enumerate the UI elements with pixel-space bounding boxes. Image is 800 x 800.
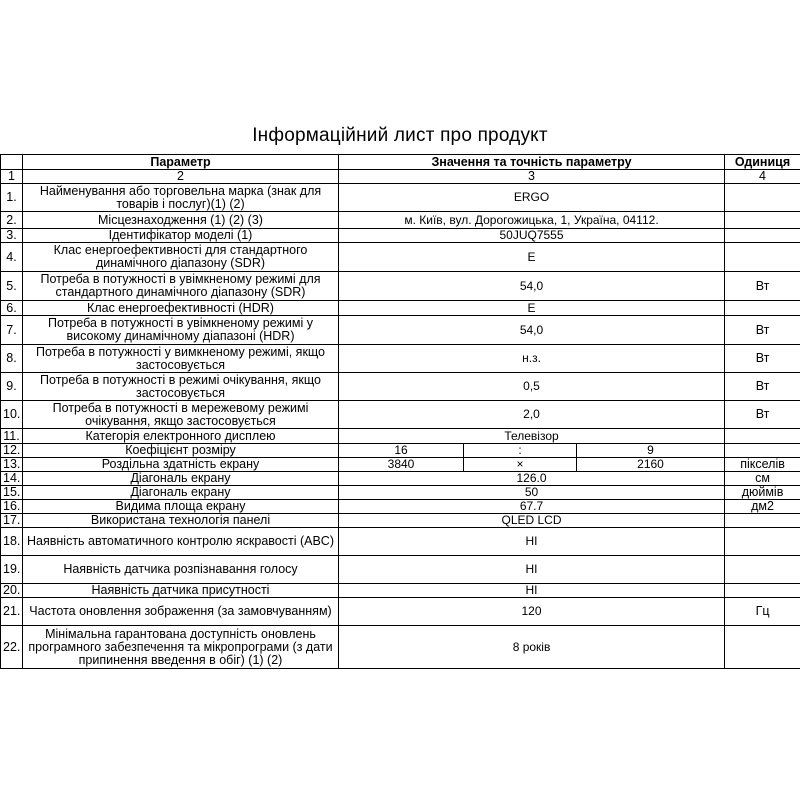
row-unit: Гц	[725, 598, 800, 626]
table-row	[1, 229, 800, 243]
row-value: м. Київ, вул. Дорогожицька, 1, Україна, 04112.	[339, 212, 725, 229]
row-parameter: Потреба в потужності у вимкненому режимі, якщо застосовується	[23, 345, 339, 373]
row-unit: Вт	[725, 401, 800, 429]
row-unit: Вт	[725, 316, 800, 345]
table-row	[1, 184, 800, 212]
row-number: 18.	[1, 528, 23, 556]
table-row	[1, 345, 800, 373]
row-value-part: :	[464, 444, 577, 458]
table-row	[1, 444, 800, 458]
row-value: НІ	[339, 584, 725, 598]
row-parameter: Коефіцієнт розміру	[23, 444, 339, 458]
row-unit: Вт	[725, 373, 800, 401]
row-number: 10.	[1, 401, 23, 429]
row-value: QLED LCD	[339, 514, 725, 528]
row-parameter: Найменування або торговельна марка (знак для товарів і послуг)(1) (2)	[23, 184, 339, 212]
row-parameter: Клас енергоефективності для стандартного динамічного діапазону (SDR)	[23, 243, 339, 272]
row-value: 120	[339, 598, 725, 626]
row-number: 7.	[1, 316, 23, 345]
header-row	[1, 155, 800, 170]
header-unit: Одиниця	[725, 155, 800, 170]
colnum-3: 3	[339, 170, 725, 184]
row-parameter: Діагональ екрану	[23, 472, 339, 486]
row-value: E	[339, 301, 725, 316]
row-value: 126.0	[339, 472, 725, 486]
row-unit: Вт	[725, 272, 800, 301]
row-number: 3.	[1, 229, 23, 243]
row-value: 67.7	[339, 500, 725, 514]
row-value: 54,0	[339, 272, 725, 301]
row-unit	[725, 243, 800, 272]
row-value: ERGO	[339, 184, 725, 212]
table-row	[1, 373, 800, 401]
row-unit: пікселів	[725, 458, 800, 472]
row-number: 13.	[1, 458, 23, 472]
row-parameter: Наявність датчика розпізнавання голосу	[23, 556, 339, 584]
row-value-part: 2160	[577, 458, 725, 472]
table-row	[1, 401, 800, 429]
header-value: Значення та точність параметру	[339, 155, 725, 170]
row-value-part: 16	[339, 444, 464, 458]
row-unit: дюймів	[725, 486, 800, 500]
row-value-part: 3840	[339, 458, 464, 472]
row-parameter: Потреба в потужності в увімкненому режимі у високому динамічному діапазоні (HDR)	[23, 316, 339, 345]
header-param: Параметр	[23, 155, 339, 170]
table-row	[1, 212, 800, 229]
row-number: 12.	[1, 444, 23, 458]
row-number: 14.	[1, 472, 23, 486]
table-row	[1, 584, 800, 598]
row-value: 50JUQ7555	[339, 229, 725, 243]
table-row	[1, 472, 800, 486]
row-value: E	[339, 243, 725, 272]
row-unit	[725, 301, 800, 316]
table-row	[1, 429, 800, 444]
table-row	[1, 458, 800, 472]
product-info-table	[0, 154, 800, 669]
table-row	[1, 301, 800, 316]
row-parameter: Використана технологія панелі	[23, 514, 339, 528]
row-parameter: Ідентифікатор моделі (1)	[23, 229, 339, 243]
row-number: 2.	[1, 212, 23, 229]
row-unit	[725, 444, 800, 458]
row-number: 9.	[1, 373, 23, 401]
table-row	[1, 514, 800, 528]
table-row	[1, 243, 800, 272]
row-unit	[725, 184, 800, 212]
table-row	[1, 598, 800, 626]
row-unit	[725, 212, 800, 229]
row-number: 17.	[1, 514, 23, 528]
colnum-4: 4	[725, 170, 800, 184]
row-number: 8.	[1, 345, 23, 373]
row-value: 54,0	[339, 316, 725, 345]
row-value: 8 років	[339, 626, 725, 669]
table-row	[1, 316, 800, 345]
row-parameter: Роздільна здатність екрану	[23, 458, 339, 472]
row-value: н.з.	[339, 345, 725, 373]
row-parameter: Наявність автоматичного контролю яскравості (ABC)	[23, 528, 339, 556]
row-parameter: Потреба в потужності в увімкненому режимі для стандартного динамічного діапазону (SDR)	[23, 272, 339, 301]
row-parameter: Потреба в потужності в режимі очікування, якщо застосовується	[23, 373, 339, 401]
row-parameter: Мінімальна гарантована доступність оновлень програмного забезпечення та мікропрограми (з дати припинення введення в обіг) (1) (2)	[23, 626, 339, 669]
row-parameter: Наявність датчика присутності	[23, 584, 339, 598]
colnum-2: 2	[23, 170, 339, 184]
table-row	[1, 486, 800, 500]
row-unit	[725, 528, 800, 556]
table-row	[1, 556, 800, 584]
table-row	[1, 626, 800, 669]
row-parameter: Діагональ екрану	[23, 486, 339, 500]
row-value: Телевізор	[339, 429, 725, 444]
row-value: НІ	[339, 528, 725, 556]
row-value-part: ×	[464, 458, 577, 472]
row-number: 21.	[1, 598, 23, 626]
row-parameter: Частота оновлення зображення (за замовчуванням)	[23, 598, 339, 626]
row-number: 15.	[1, 486, 23, 500]
row-unit	[725, 429, 800, 444]
row-unit	[725, 584, 800, 598]
row-parameter: Клас енергоефективності (HDR)	[23, 301, 339, 316]
row-unit: см	[725, 472, 800, 486]
row-value: НІ	[339, 556, 725, 584]
row-unit	[725, 626, 800, 669]
row-number: 20.	[1, 584, 23, 598]
row-number: 1.	[1, 184, 23, 212]
row-number: 5.	[1, 272, 23, 301]
table-row	[1, 528, 800, 556]
row-parameter: Місцезнаходження (1) (2) (3)	[23, 212, 339, 229]
colnum-1: 1	[1, 170, 23, 184]
row-value: 0,5	[339, 373, 725, 401]
row-value: 50	[339, 486, 725, 500]
row-number: 6.	[1, 301, 23, 316]
row-parameter: Потреба в потужності в мережевому режимі очікування, якщо застосовується	[23, 401, 339, 429]
row-number: 16.	[1, 500, 23, 514]
row-number: 22.	[1, 626, 23, 669]
column-number-row	[1, 170, 800, 184]
header-num	[1, 155, 23, 170]
row-unit	[725, 229, 800, 243]
row-parameter: Видима площа екрану	[23, 500, 339, 514]
page-title: Інформаційний лист про продукт	[252, 125, 548, 146]
row-value: 2,0	[339, 401, 725, 429]
row-unit	[725, 556, 800, 584]
row-unit	[725, 514, 800, 528]
row-unit: дм2	[725, 500, 800, 514]
row-parameter: Категорія електронного дисплею	[23, 429, 339, 444]
table-row	[1, 272, 800, 301]
table-row	[1, 500, 800, 514]
row-number: 4.	[1, 243, 23, 272]
row-number: 19.	[1, 556, 23, 584]
row-unit: Вт	[725, 345, 800, 373]
row-number: 11.	[1, 429, 23, 444]
row-value-part: 9	[577, 444, 725, 458]
